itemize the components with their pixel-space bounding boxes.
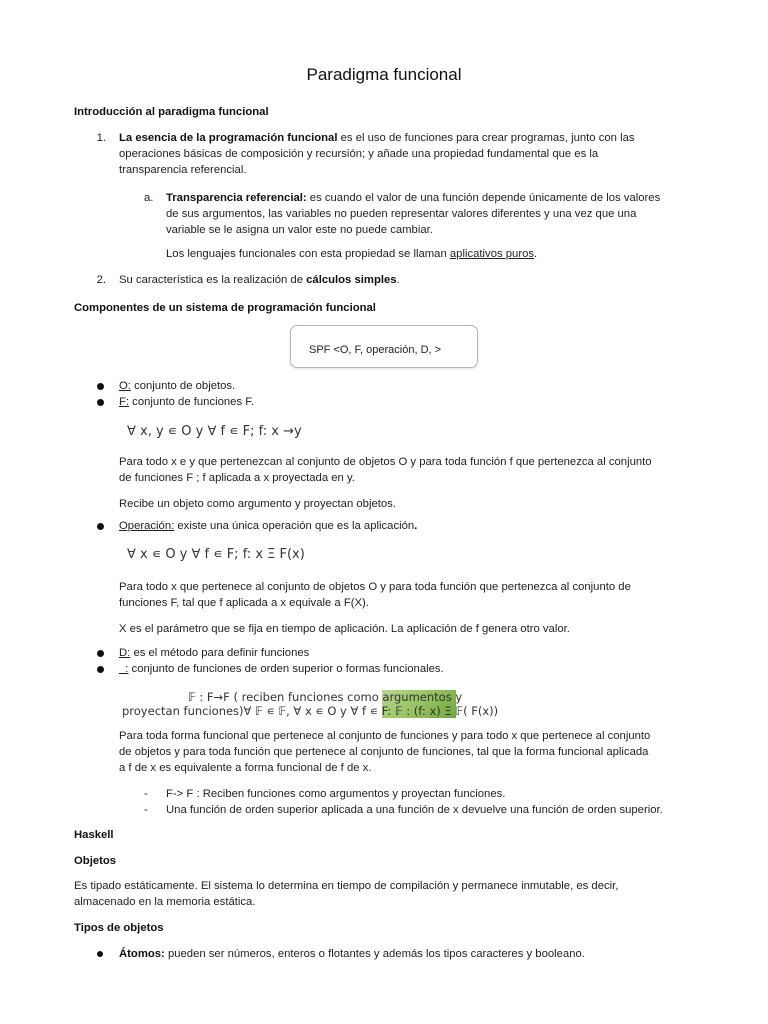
item-atomos: Átomos: pueden ser números, enteros o flotantes y además los tipos caracteres y booleano. [119,948,585,960]
item-objetos: O: conjunto de objetos. [119,380,236,392]
list-number-1: 1. [96,132,106,144]
section-heading-objetos: Objetos [74,855,117,867]
item-funciones: F: conjunto de funciones F. [119,396,255,408]
dash-item-2: Una función de orden superior aplicada a una función de x devuelve una función de orden superior. [166,804,663,816]
paragraph-5: Para toda forma funcional que pertenece al conjunto de funciones y para todo x que pertenece al conjunto de objetos y para toda función que pertenece al conjunto de funciones, tal que la forma funcional aplicada a f de x es equivalente a forma funcional de f de x. [119,730,651,774]
bullet-d [97,650,104,657]
bullet-o [97,383,104,390]
section-heading-intro: Introducción al paradigma funcional [74,106,269,118]
spf-box-text: SPF <O, F, operación, D, > [309,344,442,356]
section-heading-tipos: Tipos de objetos [74,922,164,934]
list-item-1: La esencia de la programación funcional es el uso de funciones para crear programas, junto con las operaciones básicas de composición y recursión; y añade una propiedad fundamental que es la transparencia referencial. [119,132,635,176]
item-formas-funcionales: : conjunto de funciones de orden superior o formas funcionales. [119,663,444,675]
item-operacion: Operación: existe una única operación que es la aplicación. [119,520,418,532]
sublist-item-a: Transparencia referencial: es cuando el valor de una función depende únicamente de los valores de sus argumentos, las variables no pueden representar valores diferentes y una vez que una variable se le asigna un valor este no puede cambiar. [166,192,661,236]
bullet-formas [97,666,104,673]
paragraph-4: X es el parámetro que se fija en tiempo de aplicación. La aplicación de f genera otro valor. [119,623,570,635]
aplicativos-paragraph: Los lenguajes funcionales con esta propiedad se llaman aplicativos puros. [166,248,538,260]
section-heading-components: Componentes de un sistema de programación funcional [74,302,376,314]
bullet-atomos [97,951,103,957]
formula-1: ∀ x, y ∊ O y ∀ f ∊ F; f: x →y [127,424,302,439]
bold-esencia: La esencia de la programación funcional [119,132,338,144]
aplicativos-puros-link[interactable]: aplicativos puros [449,248,535,260]
paragraph-objetos: Es tipado estáticamente. El sistema lo determina en tiempo de compilación y permanece inmutable, es decir, almacenado en la memoria estática. [74,880,619,908]
sublist-label-a: a. [144,192,154,204]
section-heading-haskell: Haskell [74,829,114,841]
page-title: Paradigma funcional [306,65,462,84]
paragraph-3: Para todo x que pertenece al conjunto de objetos O y para toda función que pertenezca al conjunto de funciones F, tal que f aplicada a x equivale a F(X). [119,581,631,609]
list-number-2: 2. [96,274,106,286]
item-d: D: es el método para definir funciones [119,647,310,659]
formula-3-line-2: proyectan funciones)∀ 𝔽 ∊ 𝔽, ∀ x ∊ O y ∀ f ∊ F: 𝔽 : (f: x) Ξ 𝔽( F(x)) [122,704,499,718]
formula-3-line-1: 𝔽 : F→F ( reciben funciones como argumentos y [188,690,463,704]
list-item-2: Su característica es la realización de cálculos simples. [119,274,400,286]
dash-1: - [144,788,148,800]
formula-2: ∀ x ∊ O y ∀ f ∊ F; f: x Ξ F(x) [127,547,305,562]
paragraph-2: Recibe un objeto como argumento y proyectan objetos. [119,498,396,510]
dash-2: - [144,804,148,816]
paragraph-1: Para todo x e y que pertenezcan al conjunto de objetos O y para toda función f que pertenezca al conjunto de funciones F ; f aplicada a x proyectada en y. [119,456,652,484]
bold-transparencia: Transparencia referencial: [166,192,307,204]
dash-item-1: F-> F : Reciben funciones como argumentos y proyectan funciones. [166,788,506,800]
bullet-operacion [97,523,104,530]
bullet-f [97,399,104,406]
